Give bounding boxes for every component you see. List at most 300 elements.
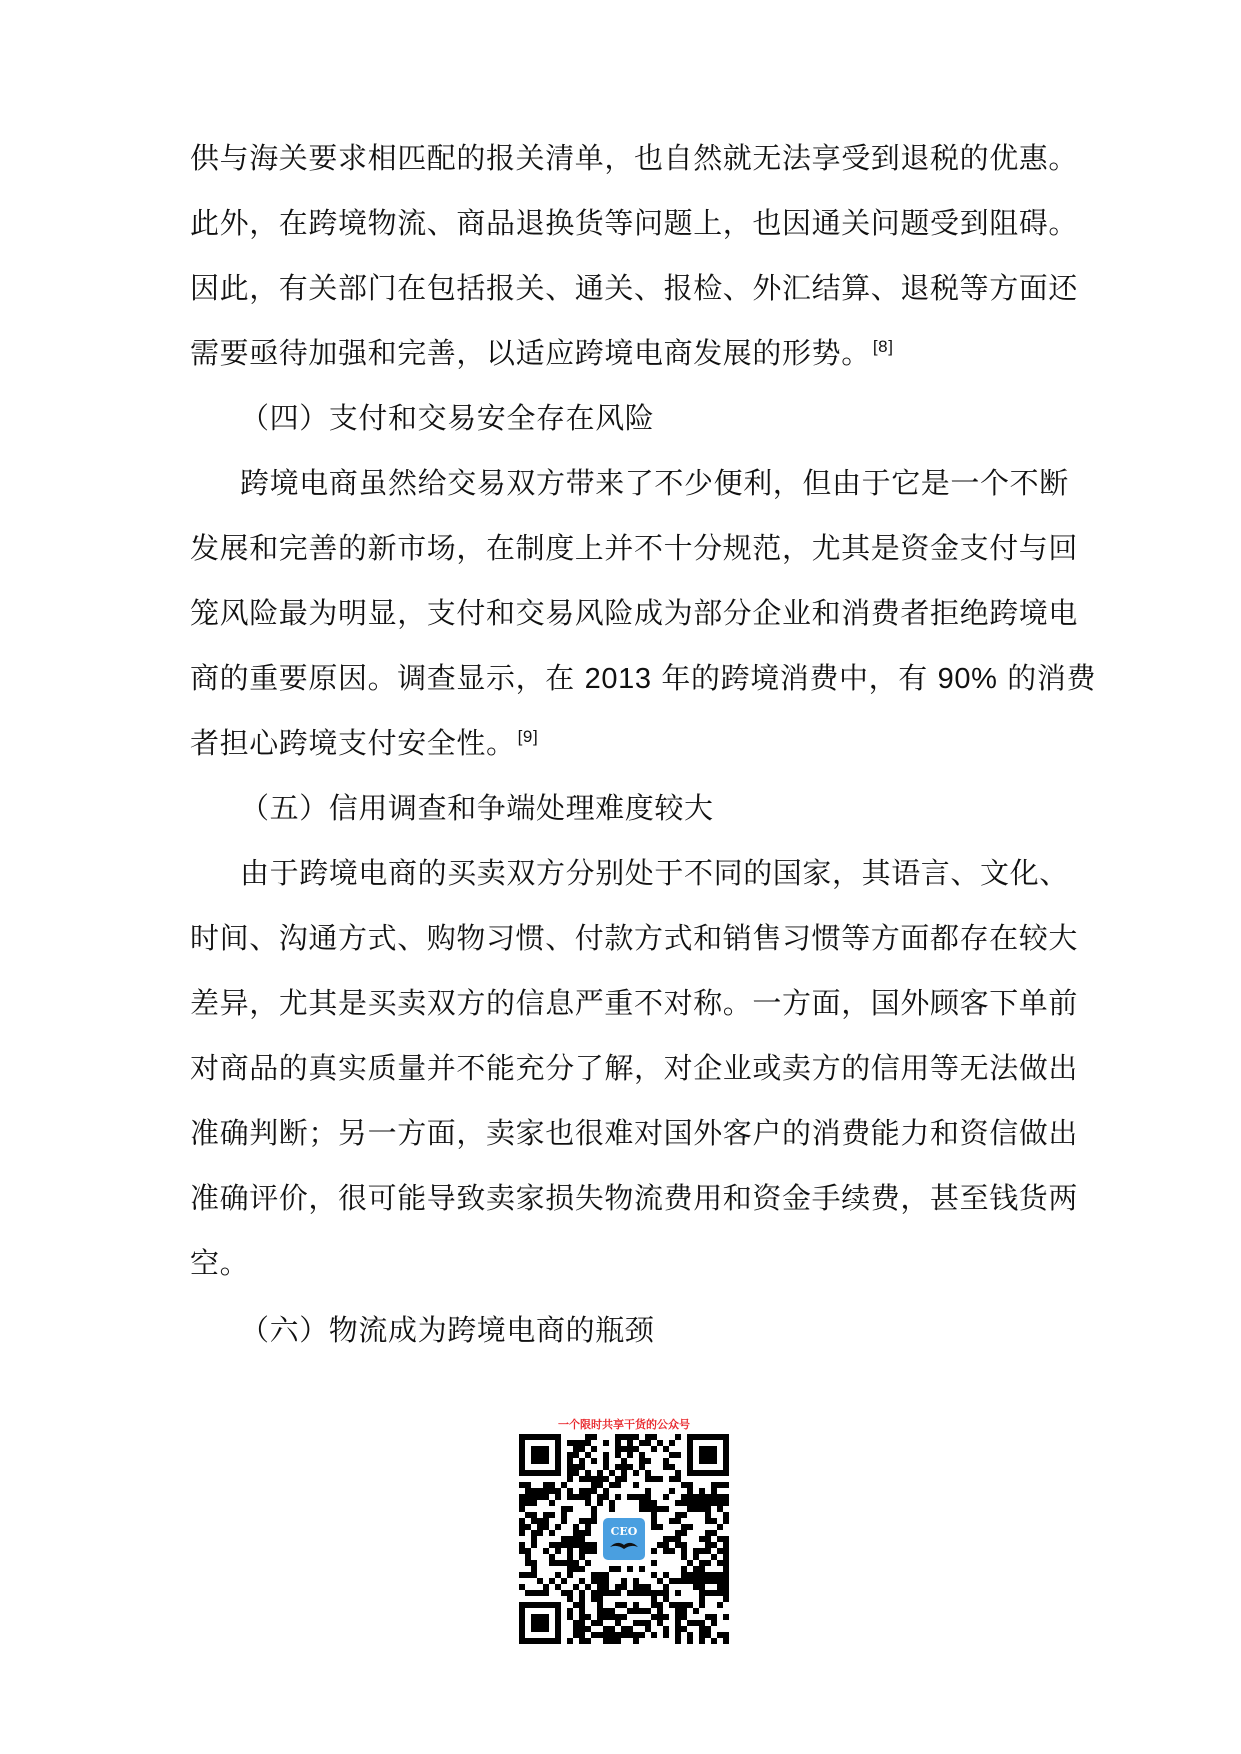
- qr-module: [645, 1494, 651, 1500]
- qr-module: [567, 1614, 573, 1620]
- qr-module: [681, 1494, 687, 1500]
- qr-module: [567, 1596, 573, 1602]
- qr-module: [693, 1500, 699, 1506]
- qr-module: [615, 1440, 621, 1446]
- qr-module: [567, 1548, 573, 1554]
- qr-module: [633, 1434, 639, 1440]
- qr-module: [531, 1500, 537, 1506]
- qr-module: [663, 1590, 669, 1596]
- qr-module: [645, 1620, 651, 1626]
- qr-module: [597, 1632, 603, 1638]
- qr-module: [639, 1464, 645, 1470]
- qr-module: [633, 1578, 639, 1584]
- qr-module: [705, 1512, 711, 1518]
- qr-module: [603, 1638, 609, 1644]
- qr-module: [585, 1614, 591, 1620]
- qr-module: [693, 1584, 699, 1590]
- qr-module: [579, 1476, 585, 1482]
- qr-module: [573, 1524, 579, 1530]
- qr-module: [615, 1446, 621, 1452]
- qr-module: [579, 1530, 585, 1536]
- qr-module: [633, 1608, 639, 1614]
- qr-module: [693, 1554, 699, 1560]
- qr-module: [579, 1626, 585, 1632]
- paragraph-line: 笼风险最为明显，支付和交易风险成为部分企业和消费者拒绝跨境电: [190, 596, 1079, 630]
- qr-module: [603, 1452, 609, 1458]
- qr-module: [591, 1572, 597, 1578]
- qr-module: [681, 1614, 687, 1620]
- qr-module: [585, 1542, 591, 1548]
- qr-module: [615, 1620, 621, 1626]
- qr-module: [663, 1596, 669, 1602]
- qr-module: [699, 1584, 705, 1590]
- qr-module: [717, 1602, 723, 1608]
- qr-module: [585, 1488, 591, 1494]
- qr-module: [639, 1584, 645, 1590]
- qr-module: [597, 1572, 603, 1578]
- qr-module: [579, 1638, 585, 1644]
- qr-module: [543, 1590, 549, 1596]
- qr-module: [597, 1614, 603, 1620]
- qr-module: [543, 1488, 549, 1494]
- qr-module: [549, 1512, 555, 1518]
- qr-module: [723, 1512, 729, 1518]
- qr-module: [549, 1554, 555, 1560]
- qr-module: [657, 1542, 663, 1548]
- qr-module: [633, 1590, 639, 1596]
- qr-module: [657, 1506, 663, 1512]
- qr-module: [705, 1578, 711, 1584]
- qr-module: [579, 1464, 585, 1470]
- qr-module: [693, 1548, 699, 1554]
- qr-module: [681, 1482, 687, 1488]
- qr-module: [657, 1620, 663, 1626]
- qr-module: [693, 1578, 699, 1584]
- qr-module: [657, 1476, 663, 1482]
- qr-module: [711, 1530, 717, 1536]
- line-text: 者担心跨境支付安全性。: [190, 726, 516, 760]
- paragraph-line: [190, 723, 538, 763]
- qr-module: [645, 1476, 651, 1482]
- qr-module: [651, 1614, 657, 1620]
- qr-module: [519, 1500, 525, 1506]
- qr-module: [645, 1500, 651, 1506]
- qr-module: [573, 1470, 579, 1476]
- qr-module: [567, 1440, 573, 1446]
- qr-module: [723, 1590, 729, 1596]
- qr-module: [651, 1596, 657, 1602]
- citation-ref: [8]: [872, 337, 894, 357]
- qr-module: [567, 1572, 573, 1578]
- qr-module: [609, 1590, 615, 1596]
- qr-module: [591, 1590, 597, 1596]
- qr-module: [717, 1584, 723, 1590]
- qr-module: [567, 1476, 573, 1482]
- qr-module: [651, 1500, 657, 1506]
- qr-module: [693, 1506, 699, 1512]
- qr-module: [579, 1458, 585, 1464]
- qr-module: [561, 1518, 567, 1524]
- qr-module: [525, 1500, 531, 1506]
- paragraph-line: 时间、沟通方式、购物习惯、付款方式和销售习惯等方面都存在较大: [190, 921, 1079, 955]
- qr-module: [687, 1482, 693, 1488]
- qr-module: [585, 1470, 591, 1476]
- ceo-logo-text: CEO: [610, 1525, 638, 1538]
- qr-module: [693, 1566, 699, 1572]
- qr-module: [597, 1608, 603, 1614]
- qr-module: [561, 1560, 567, 1566]
- qr-module: [585, 1440, 591, 1446]
- qr-module: [645, 1584, 651, 1590]
- qr-module: [621, 1614, 627, 1620]
- qr-module: [603, 1464, 609, 1470]
- qr-module: [627, 1632, 633, 1638]
- qr-module: [597, 1500, 603, 1506]
- qr-module: [621, 1470, 627, 1476]
- qr-module: [603, 1572, 609, 1578]
- citation-ref: [9]: [517, 727, 539, 747]
- qr-module: [525, 1494, 531, 1500]
- qr-module: [627, 1590, 633, 1596]
- qr-module: [555, 1572, 561, 1578]
- qr-module: [555, 1560, 561, 1566]
- qr-module: [645, 1458, 651, 1464]
- qr-module: [717, 1494, 723, 1500]
- qr-module: [645, 1590, 651, 1596]
- section-heading: （五）信用调查和争端处理难度较大: [240, 791, 714, 825]
- qr-module: [567, 1452, 573, 1458]
- qr-module: [549, 1482, 555, 1488]
- qr-module: [579, 1632, 585, 1638]
- section-heading: （六）物流成为跨境电商的瓶颈: [240, 1313, 655, 1347]
- qr-module: [651, 1602, 657, 1608]
- qr-module: [609, 1614, 615, 1620]
- qr-module: [705, 1518, 711, 1524]
- qr-module: [711, 1590, 717, 1596]
- qr-module: [627, 1626, 633, 1632]
- qr-module: [603, 1626, 609, 1632]
- qr-module: [555, 1494, 561, 1500]
- qr-module: [675, 1512, 681, 1518]
- paragraph-line: 准确评价，很可能导致卖家损失物流费用和资金手续费，甚至钱货两: [190, 1181, 1079, 1215]
- qr-module: [621, 1584, 627, 1590]
- qr-module: [519, 1572, 525, 1578]
- qr-module: [567, 1542, 573, 1548]
- qr-module: [669, 1440, 675, 1446]
- qr-module: [591, 1506, 597, 1512]
- qr-module: [561, 1542, 567, 1548]
- qr-module: [591, 1632, 597, 1638]
- qr-module: [675, 1620, 681, 1626]
- qr-module: [675, 1590, 681, 1596]
- qr-module: [711, 1518, 717, 1524]
- qr-module: [531, 1488, 537, 1494]
- paragraph-line: 发展和完善的新市场，在制度上并不十分规范，尤其是资金支付与回: [190, 531, 1079, 565]
- qr-module: [645, 1470, 651, 1476]
- qr-module: [669, 1536, 675, 1542]
- qr-module: [645, 1626, 651, 1632]
- qr-module: [525, 1554, 531, 1560]
- qr-module: [699, 1572, 705, 1578]
- qr-module: [603, 1578, 609, 1584]
- qr-finder-top-left: [519, 1434, 561, 1476]
- qr-module: [699, 1506, 705, 1512]
- qr-module: [585, 1584, 591, 1590]
- qr-module: [627, 1452, 633, 1458]
- qr-module: [603, 1614, 609, 1620]
- qr-module: [519, 1506, 525, 1512]
- qr-module: [561, 1536, 567, 1542]
- qr-module: [693, 1572, 699, 1578]
- qr-module: [723, 1542, 729, 1548]
- qr-module: [621, 1632, 627, 1638]
- qr-module: [723, 1554, 729, 1560]
- qr-module: [591, 1542, 597, 1548]
- qr-module: [639, 1452, 645, 1458]
- qr-module: [615, 1434, 621, 1440]
- qr-module: [591, 1476, 597, 1482]
- qr-module: [663, 1614, 669, 1620]
- qr-module: [519, 1530, 525, 1536]
- qr-module: [603, 1458, 609, 1464]
- qr-module: [519, 1494, 525, 1500]
- qr-module: [591, 1620, 597, 1626]
- qr-module: [633, 1620, 639, 1626]
- qr-module: [585, 1434, 591, 1440]
- qr-module: [669, 1602, 675, 1608]
- qr-module: [579, 1518, 585, 1524]
- qr-module: [711, 1542, 717, 1548]
- qr-module: [537, 1590, 543, 1596]
- qr-module: [531, 1530, 537, 1536]
- paragraph-line: 准确判断；另一方面，卖家也很难对国外客户的消费能力和资信做出: [190, 1116, 1079, 1150]
- line-text: 年的跨境消费中，有: [661, 661, 928, 695]
- qr-module: [675, 1530, 681, 1536]
- qr-module: [717, 1548, 723, 1554]
- qr-module: [633, 1638, 639, 1644]
- qr-module: [573, 1530, 579, 1536]
- qr-module: [597, 1578, 603, 1584]
- qr-module: [705, 1590, 711, 1596]
- qr-module: [561, 1506, 567, 1512]
- qr-module: [609, 1500, 615, 1506]
- qr-module: [519, 1482, 525, 1488]
- qr-module: [603, 1440, 609, 1446]
- qr-module: [597, 1596, 603, 1602]
- qr-module: [567, 1608, 573, 1614]
- qr-module: [717, 1560, 723, 1566]
- qr-module: [597, 1590, 603, 1596]
- qr-module: [579, 1608, 585, 1614]
- qr-module: [669, 1518, 675, 1524]
- qr-module: [675, 1638, 681, 1644]
- qr-module: [705, 1536, 711, 1542]
- qr-module: [657, 1578, 663, 1584]
- ceo-logo: [599, 1514, 649, 1564]
- qr-module: [645, 1608, 651, 1614]
- qr-module: [663, 1536, 669, 1542]
- qr-module: [615, 1590, 621, 1596]
- qr-module: [555, 1542, 561, 1548]
- qr-module: [639, 1566, 645, 1572]
- qr-module: [597, 1584, 603, 1590]
- qr-module: [711, 1500, 717, 1506]
- qr-module: [573, 1602, 579, 1608]
- qr-module: [543, 1524, 549, 1530]
- qr-module: [579, 1542, 585, 1548]
- qr-module: [711, 1572, 717, 1578]
- qr-module: [627, 1566, 633, 1572]
- qr-module: [705, 1614, 711, 1620]
- qr-module: [627, 1446, 633, 1452]
- qr-module: [531, 1518, 537, 1524]
- qr-module: [687, 1638, 693, 1644]
- qr-module: [549, 1542, 555, 1548]
- qr-module: [627, 1464, 633, 1470]
- qr-module: [555, 1524, 561, 1530]
- qr-module: [651, 1476, 657, 1482]
- qr-module: [531, 1572, 537, 1578]
- qr-module: [573, 1542, 579, 1548]
- qr-module: [693, 1620, 699, 1626]
- qr-module: [597, 1494, 603, 1500]
- qr-module: [603, 1488, 609, 1494]
- qr-module: [591, 1512, 597, 1518]
- qr-module: [663, 1464, 669, 1470]
- qr-module: [615, 1602, 621, 1608]
- qr-module: [609, 1608, 615, 1614]
- qr-module: [699, 1590, 705, 1596]
- qr-module: [597, 1476, 603, 1482]
- qr-module: [711, 1554, 717, 1560]
- qr-module: [699, 1620, 705, 1626]
- qr-module: [519, 1524, 525, 1530]
- qr-module: [537, 1530, 543, 1536]
- qr-module: [687, 1560, 693, 1566]
- qr-module: [537, 1578, 543, 1584]
- qr-module: [603, 1584, 609, 1590]
- qr-module: [537, 1524, 543, 1530]
- qr-module: [579, 1446, 585, 1452]
- qr-module: [561, 1578, 567, 1584]
- qr-module: [591, 1488, 597, 1494]
- qr-module: [621, 1476, 627, 1482]
- qr-module: [651, 1524, 657, 1530]
- qr-module: [609, 1506, 615, 1512]
- qr-module: [603, 1590, 609, 1596]
- qr-module: [639, 1590, 645, 1596]
- qr-module: [651, 1590, 657, 1596]
- qr-module: [663, 1572, 669, 1578]
- qr-module: [639, 1506, 645, 1512]
- qr-module: [681, 1524, 687, 1530]
- qr-module: [585, 1524, 591, 1530]
- qr-module: [573, 1464, 579, 1470]
- qr-module: [537, 1494, 543, 1500]
- qr-module: [615, 1452, 621, 1458]
- qr-module: [717, 1572, 723, 1578]
- qr-module: [711, 1614, 717, 1620]
- qr-module: [687, 1506, 693, 1512]
- qr-module: [615, 1494, 621, 1500]
- qr-module: [699, 1560, 705, 1566]
- qr-module: [579, 1494, 585, 1500]
- qr-module: [699, 1566, 705, 1572]
- qr-module: [675, 1542, 681, 1548]
- qr-module: [675, 1632, 681, 1638]
- qr-module: [525, 1590, 531, 1596]
- qr-module: [639, 1608, 645, 1614]
- qr-module: [711, 1488, 717, 1494]
- qr-module: [675, 1470, 681, 1476]
- qr-module: [681, 1530, 687, 1536]
- qr-module: [645, 1440, 651, 1446]
- qr-module: [573, 1626, 579, 1632]
- qr-module: [567, 1554, 573, 1560]
- qr-module: [669, 1476, 675, 1482]
- year-value: 2013: [584, 663, 652, 695]
- qr-module: [705, 1506, 711, 1512]
- qr-module: [681, 1542, 687, 1548]
- qr-module: [591, 1548, 597, 1554]
- qr-module: [525, 1560, 531, 1566]
- qr-module: [621, 1602, 627, 1608]
- qr-module: [579, 1488, 585, 1494]
- qr-module: [591, 1482, 597, 1488]
- qr-module: [657, 1590, 663, 1596]
- qr-module: [555, 1488, 561, 1494]
- qr-module: [699, 1488, 705, 1494]
- qr-module: [687, 1632, 693, 1638]
- qr-module: [717, 1524, 723, 1530]
- qr-module: [717, 1506, 723, 1512]
- qr-module: [675, 1518, 681, 1524]
- paragraph-line: 供与海关要求相匹配的报关清单，也自然就无法享受到退税的优惠。: [190, 141, 1079, 175]
- qr-module: [627, 1440, 633, 1446]
- qr-module: [717, 1500, 723, 1506]
- qr-module: [723, 1572, 729, 1578]
- qr-module: [525, 1572, 531, 1578]
- qr-module: [717, 1482, 723, 1488]
- qr-module: [699, 1638, 705, 1644]
- qr-module: [681, 1512, 687, 1518]
- qr-module: [609, 1470, 615, 1476]
- qr-module: [525, 1482, 531, 1488]
- qr-module: [561, 1512, 567, 1518]
- qr-module: [633, 1632, 639, 1638]
- qr-module: [693, 1494, 699, 1500]
- qr-module: [603, 1608, 609, 1614]
- qr-module: [567, 1590, 573, 1596]
- qr-module: [723, 1494, 729, 1500]
- qr-module: [579, 1602, 585, 1608]
- qr-module: [537, 1488, 543, 1494]
- qr-module: [675, 1452, 681, 1458]
- qr-module: [573, 1584, 579, 1590]
- qr-module: [525, 1548, 531, 1554]
- qr-module: [579, 1566, 585, 1572]
- qr-module: [645, 1434, 651, 1440]
- qr-module: [609, 1482, 615, 1488]
- percent-value: 90%: [937, 663, 998, 695]
- qr-module: [657, 1440, 663, 1446]
- qr-module: [633, 1446, 639, 1452]
- qr-module: [699, 1548, 705, 1554]
- qr-module: [609, 1632, 615, 1638]
- qr-module: [675, 1578, 681, 1584]
- section-heading: （四）支付和交易安全存在风险: [240, 401, 655, 435]
- qr-module: [681, 1602, 687, 1608]
